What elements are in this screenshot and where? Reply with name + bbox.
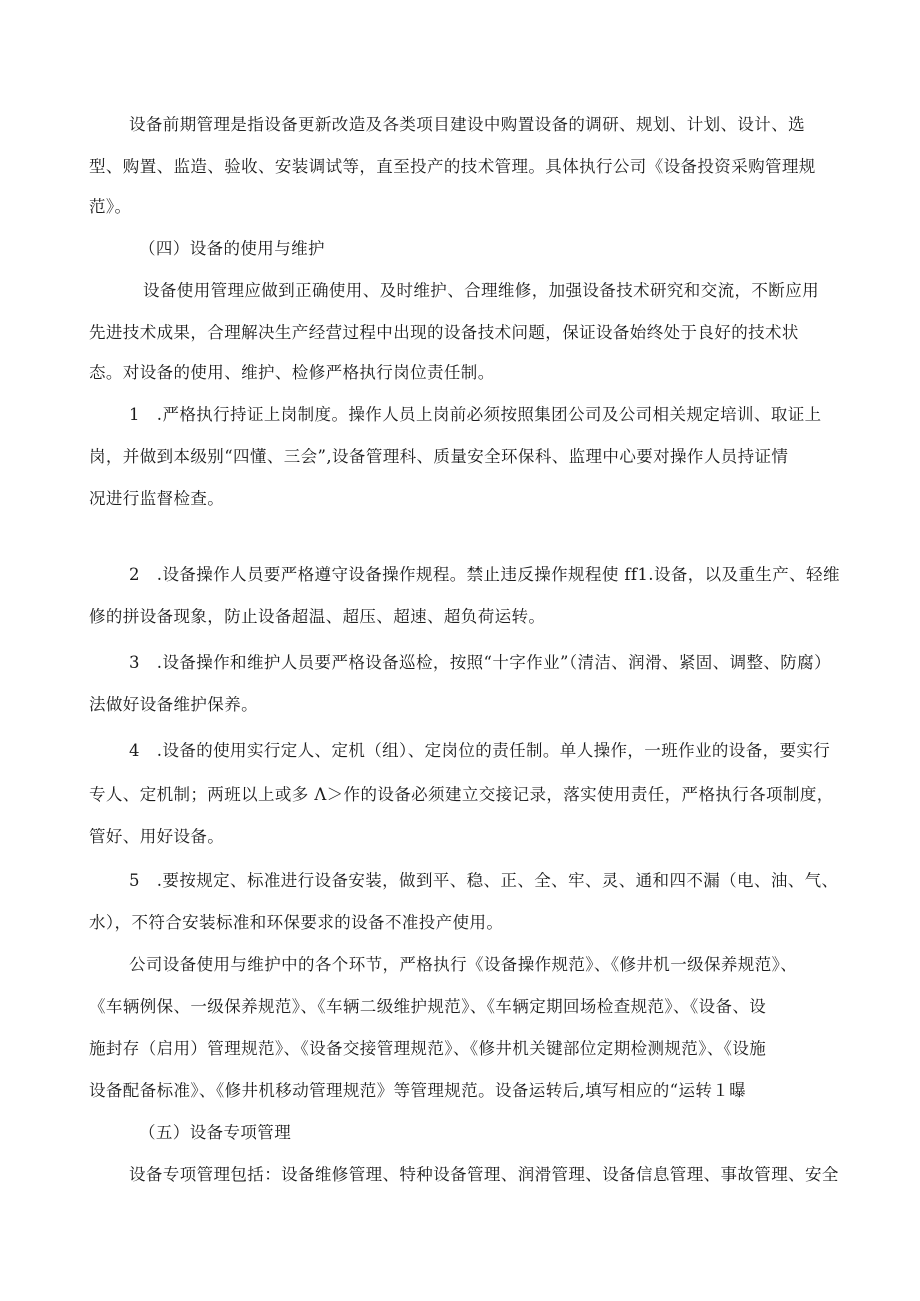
item-4-line-2: 专人、定机制；两班以上或多 Λ＞作的设备必须建立交接记录，落实使用责任，严格执行各项制度， <box>89 785 834 804</box>
item-3-line-2: 法做好设备维护保养。 <box>89 695 258 714</box>
para-standards-line-4: 设备配备标准》、《修井机移动管理规范》等管理规范。设备运转后,填写相应的“运转１曝 <box>89 1081 747 1100</box>
item-1-line-1: 1 .严格执行持证上岗制度。操作人员上岗前必须按照集团公司及公司相关规定培训、取证上 <box>129 405 822 424</box>
para-standards-line-2: 《车辆例保、一级保养规范》、《车辆二级维护规范》、《车辆定期回场检查规范》、《设备、设 <box>89 997 767 1016</box>
para-use-line-3: 态。对设备的使用、维护、检修严格执行岗位责任制。 <box>89 363 495 382</box>
para-standards-line-1: 公司设备使用与维护中的各个环节，严格执行《设备操作规范》、《修井机一级保养规范》、 <box>129 955 798 974</box>
para-use-line-2: 先进技术成果，合理解决生产经营过程中出现的设备技术问题，保证设备始终处于良好的技术状 <box>89 323 799 342</box>
item-5-line-1: 5 .要按规定、标准进行设备安装，做到平、稳、正、全、牢、灵、通和四不漏（电、油、气、 <box>129 871 839 890</box>
para-standards-line-3: 施封存（启用）管理规范》、《设备交接管理规范》、《修井机关键部位定期检测规范》、《设施 <box>89 1039 767 1058</box>
para-use-line-1: 设备使用管理应做到正确使用、及时维护、合理维修，加强设备技术研究和交流，不断应用 <box>143 281 819 300</box>
item-4-line-1: 4 .设备的使用实行定人、定机（组）、定岗位的责任制。单人操作，一班作业的设备，要实行 <box>129 741 831 760</box>
para-special-line-1: 设备专项管理包括：设备维修管理、特种设备管理、润滑管理、设备信息管理、事故管理、安全 <box>129 1165 839 1184</box>
para-front-line-2: 型、购置、监造、验收、安装调试等，直至投产的技术管理。具体执行公司《设备投资采购管理规 <box>89 157 816 176</box>
item-4-line-3: 管好、用好设备。 <box>89 827 225 846</box>
item-2-line-1: 2 .设备操作人员要严格遵守设备操作规程。禁止违反操作规程使 ff1.设备，以及重生产、轻维 <box>129 565 840 584</box>
item-1-line-3: 况进行监督检查。 <box>89 489 225 508</box>
para-front-line-3: 范》。 <box>89 197 132 216</box>
item-1-line-2: 岗，并做到本级别“四懂、三会”,设备管理科、质量安全环保科、监理中心要对操作人员持证情 <box>89 447 789 466</box>
section-heading-5: （五）设备专项管理 <box>139 1123 292 1142</box>
item-3-line-1: 3 .设备操作和维护人员要严格设备巡检，按照“十字作业”（清洁、润滑、紧固、调整、防腐） <box>129 653 831 672</box>
item-5-line-2: 水），不符合安装标准和环保要求的设备不准投产使用。 <box>89 913 504 932</box>
item-2-line-2: 修的拼设备现象，防止设备超温、超压、超速、超负荷运转。 <box>89 607 546 626</box>
section-heading-4: （四）设备的使用与维护 <box>139 239 325 258</box>
para-front-line-1: 设备前期管理是指设备更新改造及各类项目建设中购置设备的调研、规划、计划、设计、选 <box>129 115 805 134</box>
